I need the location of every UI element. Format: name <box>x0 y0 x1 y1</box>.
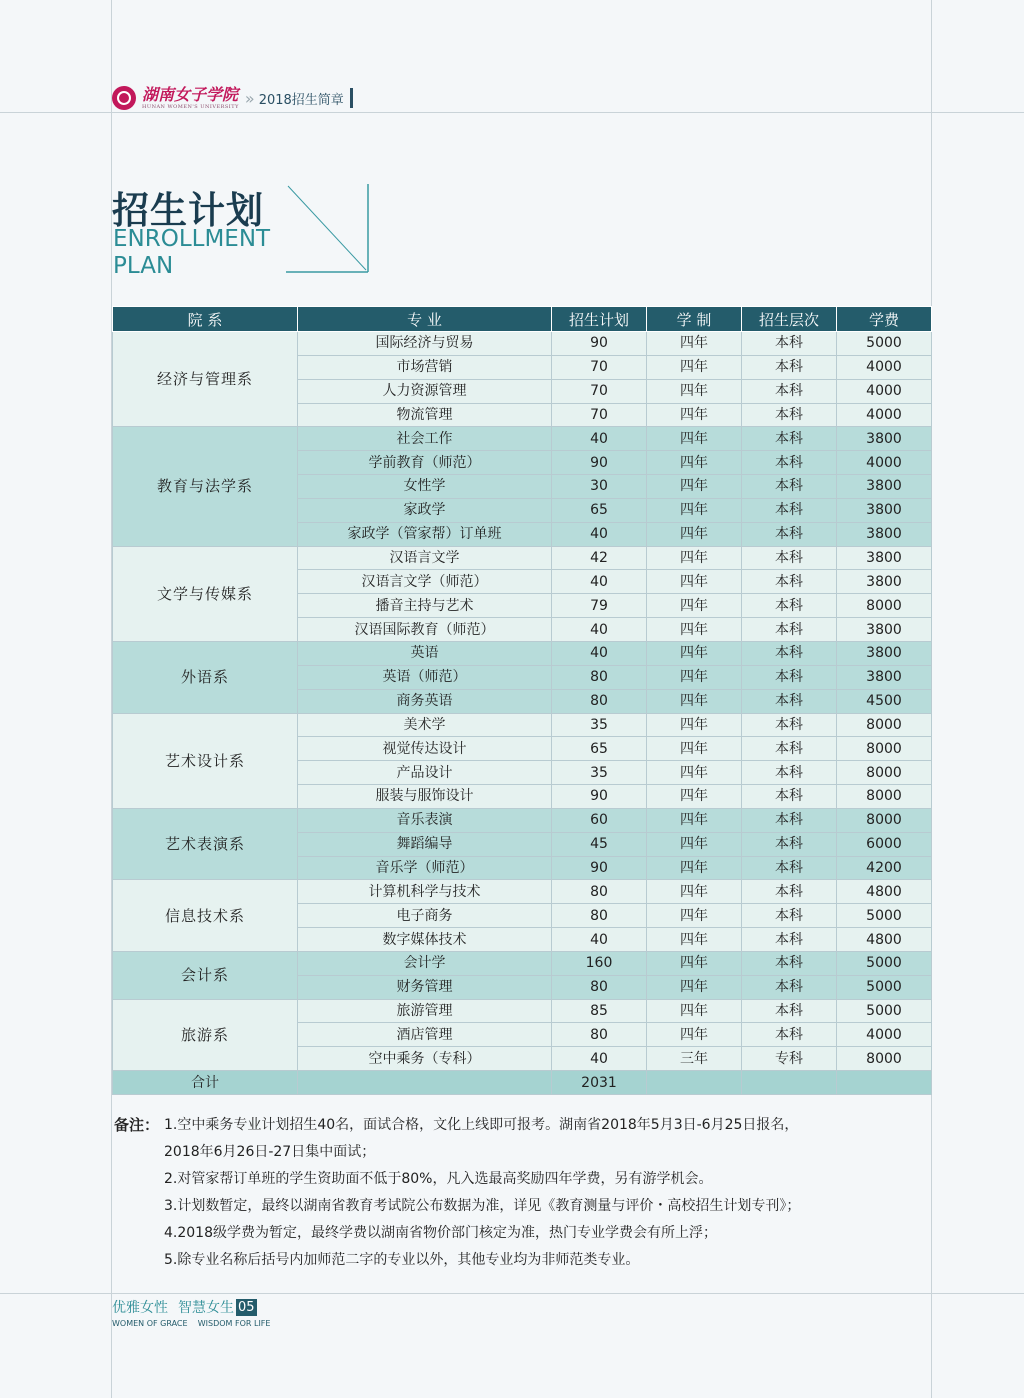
major-cell: 电子商务 <box>298 904 552 928</box>
level-cell: 本科 <box>742 1023 837 1047</box>
major-cell: 旅游管理 <box>298 999 552 1023</box>
level-cell: 本科 <box>742 546 837 570</box>
level-cell: 专科 <box>742 1047 837 1071</box>
tuition-cell: 6000 <box>837 832 932 856</box>
total-empty-cell <box>837 1071 932 1095</box>
level-cell: 本科 <box>742 403 837 427</box>
table-header-row <box>113 307 932 332</box>
level-cell: 本科 <box>742 689 837 713</box>
university-name-cn: 湖南女子学院 <box>142 84 239 104</box>
duration-cell: 四年 <box>647 427 742 451</box>
department-cell: 旅游系 <box>113 999 298 1071</box>
footer-slogan-en <box>112 1319 270 1328</box>
note-text: 2.对管家帮订单班的学生资助面不低于80%，凡入选最高奖励四年学费，另有游学机会。 <box>164 1171 713 1187</box>
table-body <box>113 332 932 1095</box>
tuition-cell: 4800 <box>837 928 932 952</box>
duration-cell: 四年 <box>647 689 742 713</box>
duration-cell: 四年 <box>647 355 742 379</box>
duration-cell: 四年 <box>647 951 742 975</box>
tuition-cell: 3800 <box>837 498 932 522</box>
level-cell: 本科 <box>742 713 837 737</box>
major-cell: 国际经济与贸易 <box>298 332 552 356</box>
duration-cell: 四年 <box>647 403 742 427</box>
major-cell: 英语（师范） <box>298 665 552 689</box>
duration-cell: 四年 <box>647 594 742 618</box>
level-cell: 本科 <box>742 999 837 1023</box>
page-number: 05 <box>238 1299 255 1315</box>
department-cell: 艺术表演系 <box>113 808 298 880</box>
major-cell: 汉语言文学（师范） <box>298 570 552 594</box>
total-empty-cell <box>742 1071 837 1095</box>
quota-cell: 35 <box>552 761 647 785</box>
tuition-cell: 8000 <box>837 737 932 761</box>
level-cell: 本科 <box>742 880 837 904</box>
level-cell: 本科 <box>742 475 837 499</box>
major-cell: 物流管理 <box>298 403 552 427</box>
duration-cell: 四年 <box>647 904 742 928</box>
duration-cell: 三年 <box>647 1047 742 1071</box>
level-cell: 本科 <box>742 427 837 451</box>
quota-cell: 70 <box>552 379 647 403</box>
page-header <box>112 84 353 112</box>
total-row <box>113 1071 932 1095</box>
level-cell: 本科 <box>742 904 837 928</box>
tuition-cell: 3800 <box>837 427 932 451</box>
quota-cell: 40 <box>552 427 647 451</box>
tuition-cell: 3800 <box>837 546 932 570</box>
duration-cell: 四年 <box>647 665 742 689</box>
duration-cell: 四年 <box>647 808 742 832</box>
duration-cell: 四年 <box>647 928 742 952</box>
duration-cell: 四年 <box>647 379 742 403</box>
tuition-cell: 4000 <box>837 451 932 475</box>
major-cell: 女性学 <box>298 475 552 499</box>
level-cell: 本科 <box>742 832 837 856</box>
column-header: 招生层次 <box>742 307 837 332</box>
duration-cell: 四年 <box>647 618 742 642</box>
level-cell: 本科 <box>742 785 837 809</box>
level-cell: 本科 <box>742 355 837 379</box>
major-cell: 播音主持与艺术 <box>298 594 552 618</box>
quota-cell: 40 <box>552 522 647 546</box>
major-cell: 市场营销 <box>298 355 552 379</box>
quota-cell: 90 <box>552 451 647 475</box>
duration-cell: 四年 <box>647 522 742 546</box>
major-cell: 舞蹈编导 <box>298 832 552 856</box>
duration-cell: 四年 <box>647 737 742 761</box>
major-cell: 视觉传达设计 <box>298 737 552 761</box>
major-cell: 会计学 <box>298 951 552 975</box>
tuition-cell: 8000 <box>837 761 932 785</box>
major-cell: 音乐学（师范） <box>298 856 552 880</box>
note-line <box>114 1112 934 1139</box>
level-cell: 本科 <box>742 737 837 761</box>
quota-cell: 30 <box>552 475 647 499</box>
major-cell: 计算机科学与技术 <box>298 880 552 904</box>
major-cell: 学前教育（师范） <box>298 451 552 475</box>
department-cell: 艺术设计系 <box>113 713 298 808</box>
footer-slogan-2: 智慧女生 <box>178 1300 234 1316</box>
duration-cell: 四年 <box>647 785 742 809</box>
level-cell: 本科 <box>742 856 837 880</box>
table-row <box>113 546 932 570</box>
column-header: 招生计划 <box>552 307 647 332</box>
university-name-en: HUNAN WOMEN'S UNIVERSITY <box>142 103 239 110</box>
title-en-line1: ENROLLMENT <box>113 226 271 252</box>
university-logo <box>142 84 239 110</box>
tuition-cell: 4800 <box>837 880 932 904</box>
table-row <box>113 880 932 904</box>
frame-line-bottom <box>0 1293 1024 1294</box>
major-cell: 汉语言文学 <box>298 546 552 570</box>
notes-section <box>114 1112 934 1274</box>
quota-cell: 45 <box>552 832 647 856</box>
duration-cell: 四年 <box>647 451 742 475</box>
quota-cell: 40 <box>552 641 647 665</box>
note-text: 5.除专业名称后括号内加师范二字的专业以外，其他专业均为非师范类专业。 <box>164 1252 640 1268</box>
notes-label: 备注： <box>114 1116 160 1134</box>
tuition-cell: 5000 <box>837 951 932 975</box>
quota-cell: 65 <box>552 737 647 761</box>
level-cell: 本科 <box>742 618 837 642</box>
duration-cell: 四年 <box>647 570 742 594</box>
major-cell: 服装与服饰设计 <box>298 785 552 809</box>
footer-en-2: WISDOM FOR LIFE <box>197 1319 271 1328</box>
note-text: 4.2018级学费为暂定，最终学费以湖南省物价部门核定为准，热门专业学费会有所上浮； <box>164 1225 717 1241</box>
quota-cell: 70 <box>552 355 647 379</box>
tuition-cell: 8000 <box>837 785 932 809</box>
department-cell: 文学与传媒系 <box>113 546 298 641</box>
column-header: 专 业 <box>298 307 552 332</box>
quota-cell: 40 <box>552 570 647 594</box>
page-footer <box>112 1297 270 1328</box>
quota-cell: 60 <box>552 808 647 832</box>
quota-cell: 160 <box>552 951 647 975</box>
total-empty-cell <box>298 1071 552 1095</box>
tuition-cell: 5000 <box>837 332 932 356</box>
quota-cell: 70 <box>552 403 647 427</box>
quota-cell: 40 <box>552 928 647 952</box>
quota-cell: 42 <box>552 546 647 570</box>
table-row <box>113 332 932 356</box>
major-cell: 空中乘务（专科） <box>298 1047 552 1071</box>
major-cell: 社会工作 <box>298 427 552 451</box>
tuition-cell: 4000 <box>837 355 932 379</box>
level-cell: 本科 <box>742 522 837 546</box>
table-row <box>113 713 932 737</box>
quota-cell: 40 <box>552 1047 647 1071</box>
tuition-cell: 3800 <box>837 522 932 546</box>
tuition-cell: 5000 <box>837 999 932 1023</box>
level-cell: 本科 <box>742 379 837 403</box>
major-cell: 家政学（管家帮）订单班 <box>298 522 552 546</box>
quota-cell: 80 <box>552 975 647 999</box>
enrollment-table <box>112 306 932 1095</box>
duration-cell: 四年 <box>647 498 742 522</box>
quota-cell: 40 <box>552 618 647 642</box>
major-cell: 商务英语 <box>298 689 552 713</box>
quota-cell: 79 <box>552 594 647 618</box>
tuition-cell: 8000 <box>837 713 932 737</box>
quota-cell: 80 <box>552 880 647 904</box>
level-cell: 本科 <box>742 928 837 952</box>
duration-cell: 四年 <box>647 546 742 570</box>
quota-cell: 90 <box>552 332 647 356</box>
total-value-cell: 2031 <box>552 1071 647 1095</box>
major-cell: 英语 <box>298 641 552 665</box>
level-cell: 本科 <box>742 498 837 522</box>
header-divider <box>350 88 353 108</box>
table-row <box>113 427 932 451</box>
level-cell: 本科 <box>742 570 837 594</box>
duration-cell: 四年 <box>647 856 742 880</box>
table-row <box>113 999 932 1023</box>
column-header: 院 系 <box>113 307 298 332</box>
page-title: 招生计划 <box>112 189 264 232</box>
level-cell: 本科 <box>742 951 837 975</box>
tuition-cell: 4500 <box>837 689 932 713</box>
double-chevron-icon: » <box>244 88 255 108</box>
brochure-title: 2018招生简章 <box>258 92 344 108</box>
major-cell: 美术学 <box>298 713 552 737</box>
tuition-cell: 5000 <box>837 975 932 999</box>
major-cell: 家政学 <box>298 498 552 522</box>
duration-cell: 四年 <box>647 761 742 785</box>
major-cell: 人力资源管理 <box>298 379 552 403</box>
quota-cell: 80 <box>552 1023 647 1047</box>
quota-cell: 90 <box>552 856 647 880</box>
tuition-cell: 8000 <box>837 1047 932 1071</box>
quota-cell: 90 <box>552 785 647 809</box>
level-cell: 本科 <box>742 641 837 665</box>
duration-cell: 四年 <box>647 713 742 737</box>
quota-cell: 80 <box>552 665 647 689</box>
footer-slogan <box>112 1297 270 1317</box>
table-row <box>113 641 932 665</box>
level-cell: 本科 <box>742 975 837 999</box>
tuition-cell: 4000 <box>837 1023 932 1047</box>
level-cell: 本科 <box>742 665 837 689</box>
title-decoration <box>286 184 370 274</box>
major-cell: 财务管理 <box>298 975 552 999</box>
note-text: 2018年6月26日-27日集中面试； <box>164 1144 376 1160</box>
title-en-line2: PLAN <box>113 253 174 279</box>
duration-cell: 四年 <box>647 832 742 856</box>
column-header: 学 制 <box>647 307 742 332</box>
quota-cell: 65 <box>552 498 647 522</box>
tuition-cell: 3800 <box>837 570 932 594</box>
level-cell: 本科 <box>742 808 837 832</box>
tuition-cell: 4000 <box>837 403 932 427</box>
duration-cell: 四年 <box>647 641 742 665</box>
major-cell: 产品设计 <box>298 761 552 785</box>
quota-cell: 85 <box>552 999 647 1023</box>
major-cell: 数字媒体技术 <box>298 928 552 952</box>
level-cell: 本科 <box>742 332 837 356</box>
tuition-cell: 8000 <box>837 594 932 618</box>
page-title-en <box>113 226 270 280</box>
level-cell: 本科 <box>742 761 837 785</box>
tuition-cell: 4200 <box>837 856 932 880</box>
major-cell: 酒店管理 <box>298 1023 552 1047</box>
table-row <box>113 808 932 832</box>
tuition-cell: 3800 <box>837 475 932 499</box>
level-cell: 本科 <box>742 594 837 618</box>
tuition-cell: 3800 <box>837 618 932 642</box>
table-row <box>113 951 932 975</box>
total-label-cell: 合计 <box>113 1071 298 1095</box>
tuition-cell: 4000 <box>837 379 932 403</box>
tuition-cell: 5000 <box>837 904 932 928</box>
duration-cell: 四年 <box>647 999 742 1023</box>
duration-cell: 四年 <box>647 332 742 356</box>
tuition-cell: 3800 <box>837 665 932 689</box>
department-cell: 外语系 <box>113 641 298 713</box>
quota-cell: 35 <box>552 713 647 737</box>
department-cell: 经济与管理系 <box>113 332 298 427</box>
tuition-cell: 8000 <box>837 808 932 832</box>
major-cell: 汉语国际教育（师范） <box>298 618 552 642</box>
duration-cell: 四年 <box>647 1023 742 1047</box>
footer-en-1: WOMEN OF GRACE <box>112 1319 188 1328</box>
column-header: 学费 <box>837 307 932 332</box>
department-cell: 信息技术系 <box>113 880 298 952</box>
note-text: 3.计划数暂定，最终以湖南省教育考试院公布数据为准，详见《教育测量与评价・高校招生计划专刊》； <box>164 1198 801 1214</box>
total-empty-cell <box>647 1071 742 1095</box>
department-cell: 教育与法学系 <box>113 427 298 546</box>
duration-cell: 四年 <box>647 475 742 499</box>
footer-slogan-1: 优雅女性 <box>112 1300 168 1316</box>
frame-line-top <box>0 112 1024 113</box>
duration-cell: 四年 <box>647 880 742 904</box>
level-cell: 本科 <box>742 451 837 475</box>
note-text: 1.空中乘务专业计划招生40名，面试合格，文化上线即可报考。湖南省2018年5月3日-6月25日报名， <box>164 1117 799 1133</box>
major-cell: 音乐表演 <box>298 808 552 832</box>
quota-cell: 80 <box>552 689 647 713</box>
duration-cell: 四年 <box>647 975 742 999</box>
tuition-cell: 3800 <box>837 641 932 665</box>
quota-cell: 80 <box>552 904 647 928</box>
university-seal-icon <box>112 86 136 110</box>
department-cell: 会计系 <box>113 951 298 999</box>
